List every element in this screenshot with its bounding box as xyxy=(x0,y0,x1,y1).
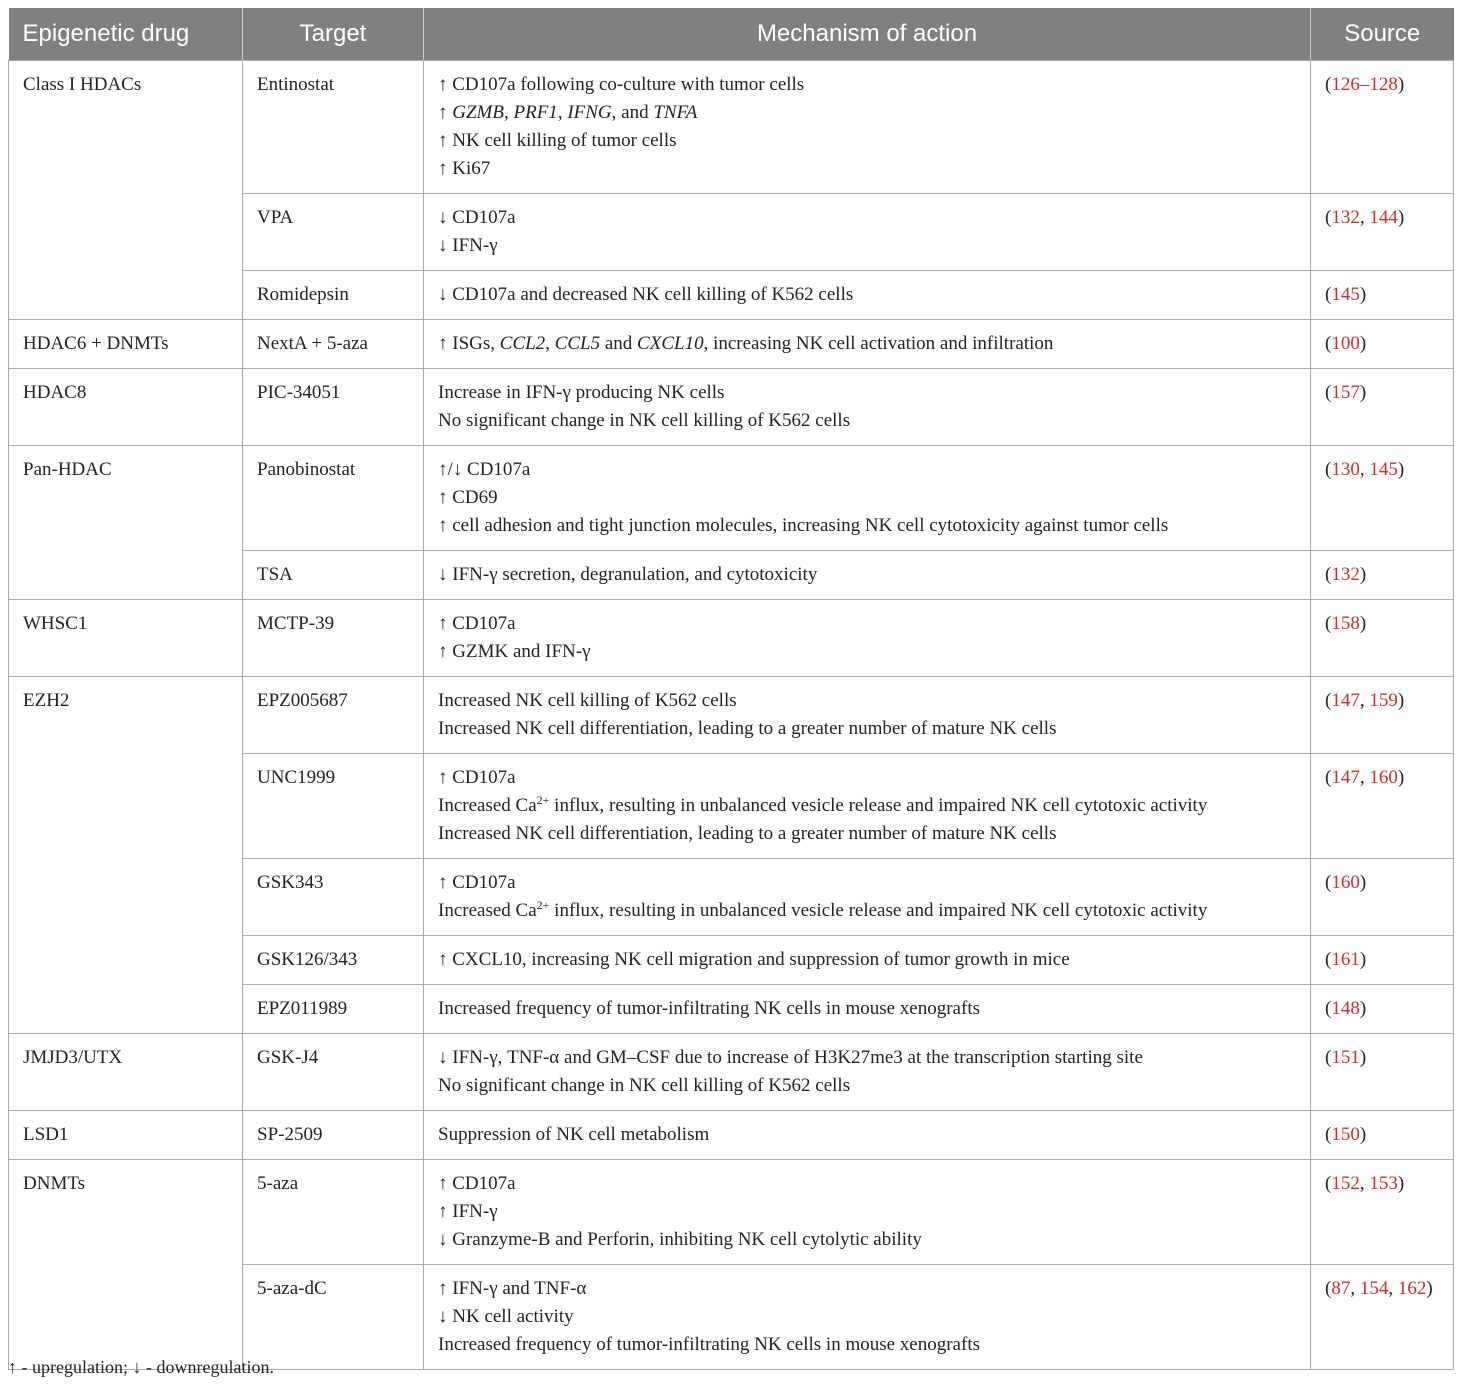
mechanism-line: ↑ Ki67 xyxy=(438,158,491,179)
target-cell: MCTP-39 xyxy=(243,600,424,677)
mechanism-line: Increased NK cell killing of K562 cells xyxy=(438,690,737,711)
reference-link[interactable]: 150 xyxy=(1331,1124,1360,1145)
reference-link[interactable]: 132 xyxy=(1331,207,1360,228)
reference-link[interactable]: 145 xyxy=(1369,459,1398,480)
reference-link[interactable]: 126–128 xyxy=(1331,74,1398,95)
mechanism-line: ↑ IFN-γ and TNF-α xyxy=(438,1278,587,1299)
reference-link[interactable]: 162 xyxy=(1397,1278,1427,1299)
reference-link[interactable]: 152 xyxy=(1331,1173,1360,1194)
mechanism-line: ↑/↓ CD107a xyxy=(438,459,531,480)
target-cell: PIC-34051 xyxy=(243,369,424,446)
mechanism-line: No significant change in NK cell killing of K562 cells xyxy=(438,1075,851,1096)
mechanism-cell xyxy=(424,859,1311,936)
mechanism-cell xyxy=(424,1111,1311,1160)
header-mechanism: Mechanism of action xyxy=(424,8,1311,61)
gene-name: CCL5 xyxy=(554,333,601,354)
mechanism-cell xyxy=(424,677,1311,754)
source-cell: (160) xyxy=(1311,859,1454,936)
source-cell: (148) xyxy=(1311,985,1454,1034)
source-cell: (100) xyxy=(1311,320,1454,369)
mechanism-line: Increased $Ca^{2+}$ influx, resulting in unbalanced vesicle release and impaired NK cell cytotoxic activity xyxy=(438,793,1208,816)
mechanism-line: ↑ CD107a xyxy=(438,1173,516,1194)
source-cell: (158) xyxy=(1311,600,1454,677)
superscript: 2+ xyxy=(536,898,550,912)
mechanism-cell xyxy=(424,369,1311,446)
mechanism-line: Increased frequency of tumor-infiltrating NK cells in mouse xenografts xyxy=(438,1334,980,1355)
target-cell: VPA xyxy=(243,194,424,271)
mechanism-cell xyxy=(424,271,1311,320)
table-row xyxy=(9,446,1454,551)
header-source: Source xyxy=(1311,8,1454,61)
mechanism-cell xyxy=(424,61,1311,194)
target-cell: Romidepsin xyxy=(243,271,424,320)
table-row xyxy=(9,600,1454,677)
target-cell: TSA xyxy=(243,551,424,600)
mechanism-cell xyxy=(424,600,1311,677)
target-cell: GSK343 xyxy=(243,859,424,936)
source-cell: (157) xyxy=(1311,369,1454,446)
reference-link[interactable]: 144 xyxy=(1369,207,1398,228)
gene-name: PRF1 xyxy=(513,102,558,123)
table-row xyxy=(9,677,1454,754)
drug-group-cell: LSD1 xyxy=(9,1111,243,1160)
table-footnote: ↑ - upregulation; ↓ - downregulation. xyxy=(8,1357,274,1377)
table-row xyxy=(9,61,1454,194)
source-cell: (147, 159) xyxy=(1311,677,1454,754)
drug-group-cell: DNMTs xyxy=(9,1160,243,1370)
epigenetic-drug-table xyxy=(8,8,1454,1370)
reference-link[interactable]: 130 xyxy=(1331,459,1360,480)
mechanism-line: ↑ IFN-γ xyxy=(438,1201,498,1222)
source-cell: (126–128) xyxy=(1311,61,1454,194)
target-cell: EPZ005687 xyxy=(243,677,424,754)
mechanism-line: ↑ cell adhesion and tight junction molecules, increasing NK cell cytotoxicity against tumor cells xyxy=(438,515,1169,536)
mechanism-line: Increased NK cell differentiation, leading to a greater number of mature NK cells xyxy=(438,718,1057,739)
mechanism-line: ↑ CD107a following co-culture with tumor cells xyxy=(438,74,805,95)
mechanism-line: ↑ CXCL10, increasing NK cell migration and suppression of tumor growth in mice xyxy=(438,949,1070,970)
table-row xyxy=(9,1160,1454,1265)
mechanism-line: Suppression of NK cell metabolism xyxy=(438,1124,710,1145)
mechanism-line: ↓ CD107a xyxy=(438,207,516,228)
table-row xyxy=(9,369,1454,446)
target-cell: 5-aza-dC xyxy=(243,1265,424,1370)
reference-link[interactable]: 147 xyxy=(1331,767,1360,788)
mechanism-cell xyxy=(424,446,1311,551)
table-row xyxy=(9,320,1454,369)
gene-name: CXCL10 xyxy=(637,333,704,354)
source-cell: (147, 160) xyxy=(1311,754,1454,859)
reference-link[interactable]: 161 xyxy=(1331,949,1360,970)
drug-group-cell: EZH2 xyxy=(9,677,243,1034)
gene-name: GZMB xyxy=(452,102,504,123)
drug-group-cell: Class I HDACs xyxy=(9,61,243,320)
reference-link[interactable]: 160 xyxy=(1331,872,1360,893)
drug-group-cell: Pan-HDAC xyxy=(9,446,243,600)
mechanism-cell xyxy=(424,985,1311,1034)
mechanism-cell xyxy=(424,1265,1311,1370)
drug-group-cell: HDAC8 xyxy=(9,369,243,446)
mechanism-line: ↓ NK cell activity xyxy=(438,1306,574,1327)
reference-link[interactable]: 147 xyxy=(1331,690,1360,711)
mechanism-line: ↑ CD107a xyxy=(438,872,516,893)
drug-group-cell: WHSC1 xyxy=(9,600,243,677)
mechanism-line: ↑ CD107a xyxy=(438,613,516,634)
source-cell: (152, 153) xyxy=(1311,1160,1454,1265)
reference-link[interactable]: 158 xyxy=(1331,613,1360,634)
target-cell: UNC1999 xyxy=(243,754,424,859)
mechanism-line: ↑ CD107a xyxy=(438,767,516,788)
mechanism-line: ↓ Granzyme-B and Perforin, inhibiting NK cell cytolytic ability xyxy=(438,1229,922,1250)
header-target: Target xyxy=(243,8,424,61)
mechanism-line: Increased frequency of tumor-infiltrating NK cells in mouse xenografts xyxy=(438,998,980,1019)
target-cell: GSK-J4 xyxy=(243,1034,424,1111)
source-cell: (161) xyxy=(1311,936,1454,985)
mechanism-line: Increased $Ca^{2+}$ influx, resulting in unbalanced vesicle release and impaired NK cell cytotoxic activity xyxy=(438,898,1208,921)
mechanism-cell xyxy=(424,320,1311,369)
mechanism-line: Increase in IFN-γ producing NK cells xyxy=(438,382,725,403)
superscript: 2+ xyxy=(536,793,550,807)
drug-group-cell: JMJD3/UTX xyxy=(9,1034,243,1111)
reference-link[interactable]: 159 xyxy=(1369,690,1398,711)
mechanism-cell xyxy=(424,1034,1311,1111)
mechanism-line: Increased NK cell differentiation, leading to a greater number of mature NK cells xyxy=(438,823,1057,844)
reference-link[interactable]: 132 xyxy=(1331,564,1360,585)
table-container xyxy=(8,8,1453,1370)
reference-link[interactable]: 151 xyxy=(1331,1047,1360,1068)
source-cell: (130, 145) xyxy=(1311,446,1454,551)
source-cell: (132, 144) xyxy=(1311,194,1454,271)
mechanism-line: ↑ CD69 xyxy=(438,487,498,508)
source-cell: (132) xyxy=(1311,551,1454,600)
mechanism-line: ↓ IFN-γ, TNF-α and GM–CSF due to increase of H3K27me3 at the transcription starting site xyxy=(438,1047,1143,1068)
target-cell: NextA + 5-aza xyxy=(243,320,424,369)
mechanism-line: ↓ IFN-γ xyxy=(438,235,498,256)
reference-link[interactable]: 153 xyxy=(1369,1173,1398,1194)
mechanism-line: ↓ CD107a and decreased NK cell killing of K562 cells xyxy=(438,284,854,305)
table-row xyxy=(9,1034,1454,1111)
mechanism-line: ↑ GZMB, PRF1, IFNG, and TNFA xyxy=(438,102,698,123)
reference-link[interactable]: 145 xyxy=(1331,284,1360,305)
target-cell: Entinostat xyxy=(243,61,424,194)
target-cell: 5-aza xyxy=(243,1160,424,1265)
source-cell: (145) xyxy=(1311,271,1454,320)
mechanism-line: ↑ ISGs, CCL2, CCL5 and CXCL10, increasing NK cell activation and infiltration xyxy=(438,333,1054,354)
reference-link[interactable]: 160 xyxy=(1369,767,1398,788)
gene-name: CCL2 xyxy=(499,333,546,354)
mechanism-line: No significant change in NK cell killing of K562 cells xyxy=(438,410,851,431)
reference-link[interactable]: 87 xyxy=(1331,1278,1351,1299)
mechanism-line: ↑ NK cell killing of tumor cells xyxy=(438,130,677,151)
header-epigenetic-drug: Epigenetic drug xyxy=(9,8,243,61)
table-row xyxy=(9,1111,1454,1160)
gene-name: TNFA xyxy=(653,102,698,123)
mechanism-cell xyxy=(424,936,1311,985)
mechanism-cell xyxy=(424,1160,1311,1265)
source-cell: (87, 154, 162) xyxy=(1311,1265,1454,1370)
reference-link[interactable]: 157 xyxy=(1331,382,1360,403)
target-cell: SP-2509 xyxy=(243,1111,424,1160)
reference-link[interactable]: 100 xyxy=(1331,333,1360,354)
mechanism-line: ↓ IFN-γ secretion, degranulation, and cytotoxicity xyxy=(438,564,818,585)
target-cell: GSK126/343 xyxy=(243,936,424,985)
source-cell: (150) xyxy=(1311,1111,1454,1160)
reference-link[interactable]: 154 xyxy=(1359,1278,1389,1299)
mechanism-cell xyxy=(424,754,1311,859)
source-cell: (151) xyxy=(1311,1034,1454,1111)
reference-link[interactable]: 148 xyxy=(1331,998,1360,1019)
mechanism-cell xyxy=(424,551,1311,600)
target-cell: EPZ011989 xyxy=(243,985,424,1034)
drug-group-cell: HDAC6 + DNMTs xyxy=(9,320,243,369)
target-cell: Panobinostat xyxy=(243,446,424,551)
mechanism-line: ↑ GZMK and IFN-γ xyxy=(438,641,591,662)
gene-name: IFNG xyxy=(567,102,612,123)
mechanism-cell xyxy=(424,194,1311,271)
table-header-row xyxy=(9,8,1454,61)
